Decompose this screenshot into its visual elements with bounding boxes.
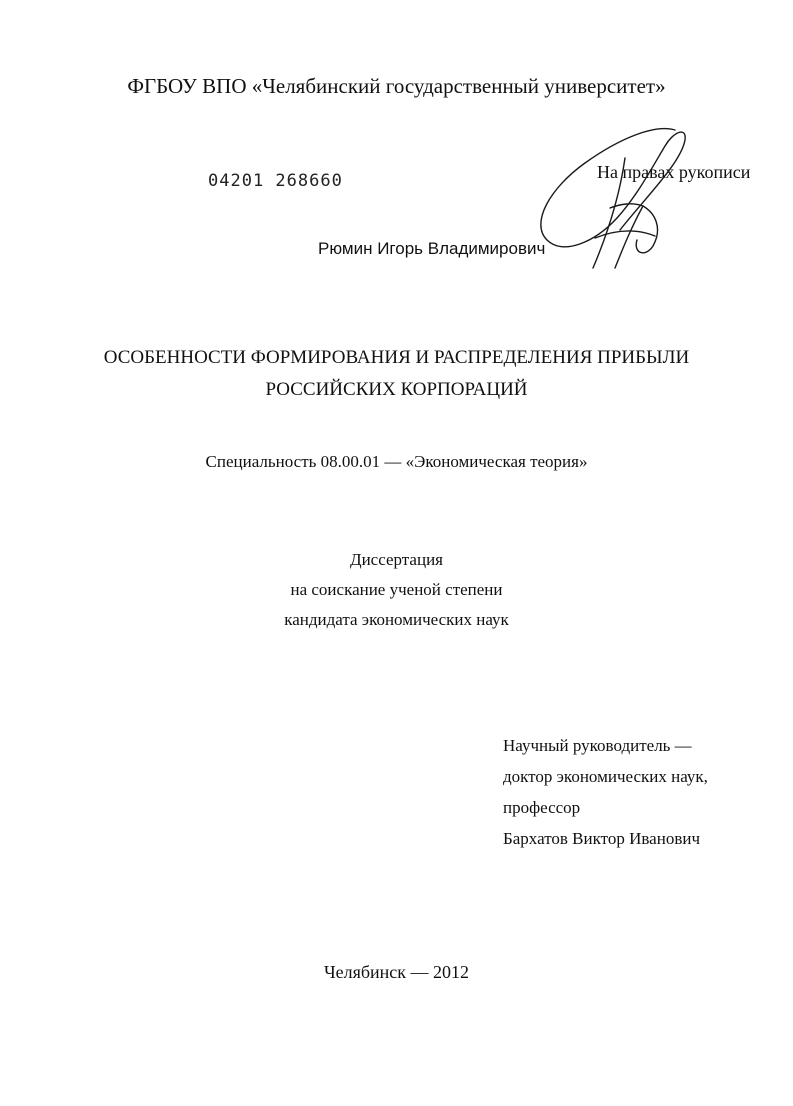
manuscript-note: На правах рукописи: [597, 162, 751, 182]
supervisor-role: Научный руководитель —: [503, 736, 692, 755]
supervisor-rank: профессор: [503, 798, 581, 817]
title-line-2: РОССИЙСКИХ КОРПОРАЦИЙ: [265, 379, 528, 400]
degree-block: [0, 545, 793, 635]
author-name: Рюмин Игорь Владимирович: [318, 239, 546, 258]
specialty: Специальность 08.00.01 — «Экономическая теория»: [205, 452, 588, 471]
signature-icon: [525, 118, 700, 278]
institution-name: ФГБОУ ВПО «Челябинский государственный университет»: [127, 74, 666, 98]
city-year: Челябинск — 2012: [323, 962, 470, 982]
document-number: 04201 268660: [208, 171, 343, 191]
supervisor-degree: доктор экономических наук,: [503, 767, 708, 786]
degree-type: Диссертация: [349, 550, 443, 569]
title-line-1: ОСОБЕННОСТИ ФОРМИРОВАНИЯ И РАСПРЕДЕЛЕНИЯ ПРИБЫЛИ: [103, 347, 690, 368]
degree-field: кандидата экономических наук: [284, 610, 509, 629]
supervisor-block: [503, 730, 708, 854]
degree-purpose: на соискание ученой степени: [290, 580, 503, 599]
dissertation-title: [0, 342, 793, 406]
supervisor-name: Бархатов Виктор Иванович: [503, 829, 700, 848]
